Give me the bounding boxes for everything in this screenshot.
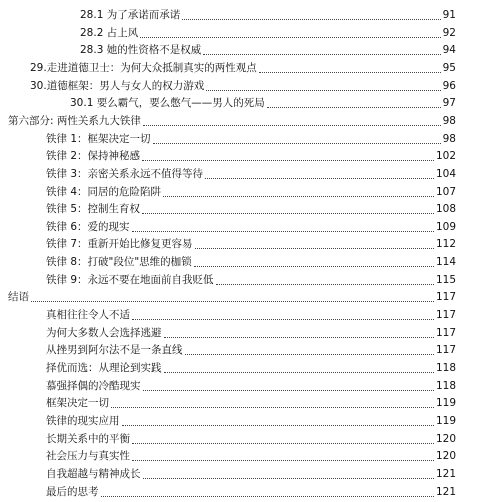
toc-entry[interactable] bbox=[0, 130, 498, 148]
toc-entry-label: 最后的思考 bbox=[46, 485, 99, 498]
toc-entry-label: 铁律 1：框架决定一切 bbox=[46, 132, 151, 145]
toc-entry-label: 30.1 要么霸气，要么憋气——男人的死局 bbox=[70, 97, 265, 110]
toc-entry-page: 96 bbox=[442, 79, 456, 92]
toc-entry-label: 框架决定一切 bbox=[46, 397, 109, 410]
toc-entry[interactable] bbox=[0, 324, 498, 342]
toc-entry[interactable] bbox=[0, 200, 498, 218]
toc-entry-page: 94 bbox=[442, 44, 456, 57]
toc-entry-label: 30.道德框架：男人与女人的权力游戏 bbox=[30, 79, 205, 92]
dot-leader bbox=[205, 177, 434, 179]
toc-entry-label: 28.2 占上风 bbox=[80, 26, 139, 39]
toc-entry[interactable] bbox=[0, 77, 498, 95]
toc-entry-label: 铁律 6：爱的现实 bbox=[46, 220, 130, 233]
toc-entry[interactable] bbox=[0, 24, 498, 42]
dot-leader bbox=[203, 53, 440, 55]
toc-entry[interactable] bbox=[0, 6, 498, 24]
toc-entry-label: 铁律 5：控制生育权 bbox=[46, 203, 141, 216]
toc-entry-label: 择优而选：从理论到实践 bbox=[46, 362, 162, 374]
toc-entry-page: 92 bbox=[442, 26, 456, 39]
dot-leader bbox=[206, 89, 440, 91]
toc-entry-label: 自我超越与精神成长 bbox=[46, 467, 141, 480]
toc-entry-label: 铁律 4：同居的危险陷阱 bbox=[46, 185, 162, 198]
toc-entry[interactable] bbox=[0, 253, 498, 271]
dot-leader bbox=[122, 424, 434, 426]
dot-leader bbox=[194, 265, 434, 267]
toc-entry-label: 铁律 8：打破"段位"思维的枷锁 bbox=[46, 256, 192, 269]
toc-entry[interactable] bbox=[0, 94, 498, 112]
dot-leader bbox=[132, 230, 434, 232]
toc-entry[interactable] bbox=[0, 165, 498, 183]
toc-entry[interactable] bbox=[0, 483, 498, 501]
toc-entry-page: 115 bbox=[435, 273, 456, 286]
toc-entry-label: 结语 bbox=[8, 291, 29, 304]
toc-entry-label: 慕强择偶的冷酷现实 bbox=[46, 379, 141, 392]
toc-entry-page: 118 bbox=[435, 379, 456, 392]
toc-entry-label: 28.1 为了承诺而承诺 bbox=[80, 9, 181, 21]
toc-entry-label: 铁律 9：永远不要在地面前自我贬低 bbox=[46, 273, 214, 286]
dot-leader bbox=[31, 300, 434, 302]
toc-entry-page: 108 bbox=[435, 203, 456, 216]
toc-entry[interactable] bbox=[0, 218, 498, 236]
toc-entry[interactable] bbox=[0, 41, 498, 59]
dot-leader bbox=[140, 36, 440, 38]
dot-leader bbox=[153, 142, 441, 144]
dot-leader bbox=[267, 106, 441, 108]
dot-leader bbox=[111, 406, 434, 408]
dot-leader bbox=[185, 353, 434, 355]
toc-entry[interactable] bbox=[0, 359, 498, 377]
toc-entry-page: 95 bbox=[442, 61, 456, 74]
toc-entry[interactable] bbox=[0, 288, 498, 306]
toc-entry-label: 从挫男到阿尔法不是一条直线 bbox=[46, 344, 183, 357]
toc-entry-label: 铁律的现实应用 bbox=[46, 414, 120, 427]
toc-entry[interactable] bbox=[0, 447, 498, 465]
toc-entry[interactable] bbox=[0, 465, 498, 483]
toc-entry-page: 117 bbox=[435, 344, 456, 357]
toc-entry-page: 98 bbox=[442, 132, 456, 145]
toc-entry[interactable] bbox=[0, 412, 498, 430]
toc-entry[interactable] bbox=[0, 430, 498, 448]
toc-entry-label: 为何大多数人会选择逃避 bbox=[46, 326, 162, 339]
toc-entry-page: 97 bbox=[442, 97, 456, 110]
toc-entry-label: 29.走进道德卫士：为何大众抵制真实的两性观点 bbox=[30, 61, 257, 74]
toc-entry-page: 107 bbox=[435, 185, 456, 198]
toc-entry[interactable] bbox=[0, 59, 498, 77]
dot-leader bbox=[163, 195, 434, 197]
toc-entry[interactable] bbox=[0, 235, 498, 253]
toc-entry-label: 第六部分: 两性关系九大铁律 bbox=[8, 114, 141, 127]
dot-leader bbox=[132, 318, 434, 320]
dot-leader bbox=[164, 371, 434, 373]
dot-leader bbox=[195, 247, 434, 249]
toc-entry-page: 98 bbox=[442, 114, 456, 127]
dot-leader bbox=[143, 124, 441, 126]
toc-entry[interactable] bbox=[0, 183, 498, 201]
toc-entry-label: 铁律 2：保持神秘感 bbox=[46, 150, 141, 163]
toc-entry-page: 104 bbox=[435, 167, 456, 180]
toc-entry-page: 109 bbox=[435, 220, 456, 233]
dot-leader bbox=[259, 71, 441, 73]
toc-entry-label: 社会压力与真实性 bbox=[46, 450, 130, 463]
dot-leader bbox=[164, 336, 434, 338]
toc-entry-label: 28.3 她的性资格不是权威 bbox=[80, 44, 202, 57]
toc-entry-page: 120 bbox=[435, 432, 456, 445]
toc-entry-page: 119 bbox=[435, 414, 456, 427]
dot-leader bbox=[143, 389, 434, 391]
dot-leader bbox=[216, 283, 434, 285]
toc-entry[interactable] bbox=[0, 394, 498, 412]
dot-leader bbox=[142, 212, 434, 214]
toc-entry-page: 121 bbox=[435, 467, 456, 480]
toc-entry-page: 91 bbox=[442, 9, 456, 21]
toc-entry[interactable] bbox=[0, 306, 498, 324]
toc-entry-page: 119 bbox=[435, 397, 456, 410]
toc-entry-page: 114 bbox=[435, 256, 456, 269]
toc-entry-page: 121 bbox=[435, 485, 456, 498]
toc-entry-label: 铁律 3：亲密关系永远不值得等待 bbox=[46, 167, 204, 180]
dot-leader bbox=[182, 18, 440, 20]
toc-entry[interactable] bbox=[0, 112, 498, 130]
toc-entry-page: 117 bbox=[435, 326, 456, 339]
toc-entry-page: 102 bbox=[435, 150, 456, 163]
toc-entry[interactable] bbox=[0, 377, 498, 395]
toc-entry-label: 长期关系中的平衡 bbox=[46, 432, 130, 445]
toc-entry-label: 铁律 7：重新开始比修复更容易 bbox=[46, 238, 193, 251]
toc-entry-label: 真相往往令人不适 bbox=[46, 309, 130, 322]
toc-entry[interactable] bbox=[0, 271, 498, 289]
toc-entry[interactable] bbox=[0, 341, 498, 359]
toc-entry[interactable] bbox=[0, 147, 498, 165]
toc-entry-page: 112 bbox=[435, 238, 456, 251]
dot-leader bbox=[132, 442, 434, 444]
dot-leader bbox=[143, 477, 434, 479]
dot-leader bbox=[142, 159, 434, 161]
dot-leader bbox=[132, 459, 434, 461]
toc-entry-page: 117 bbox=[435, 291, 456, 304]
toc-entry-page: 117 bbox=[435, 309, 456, 322]
toc-entry-page: 120 bbox=[435, 450, 456, 463]
toc-entry-page: 118 bbox=[435, 362, 456, 374]
dot-leader bbox=[101, 495, 434, 497]
